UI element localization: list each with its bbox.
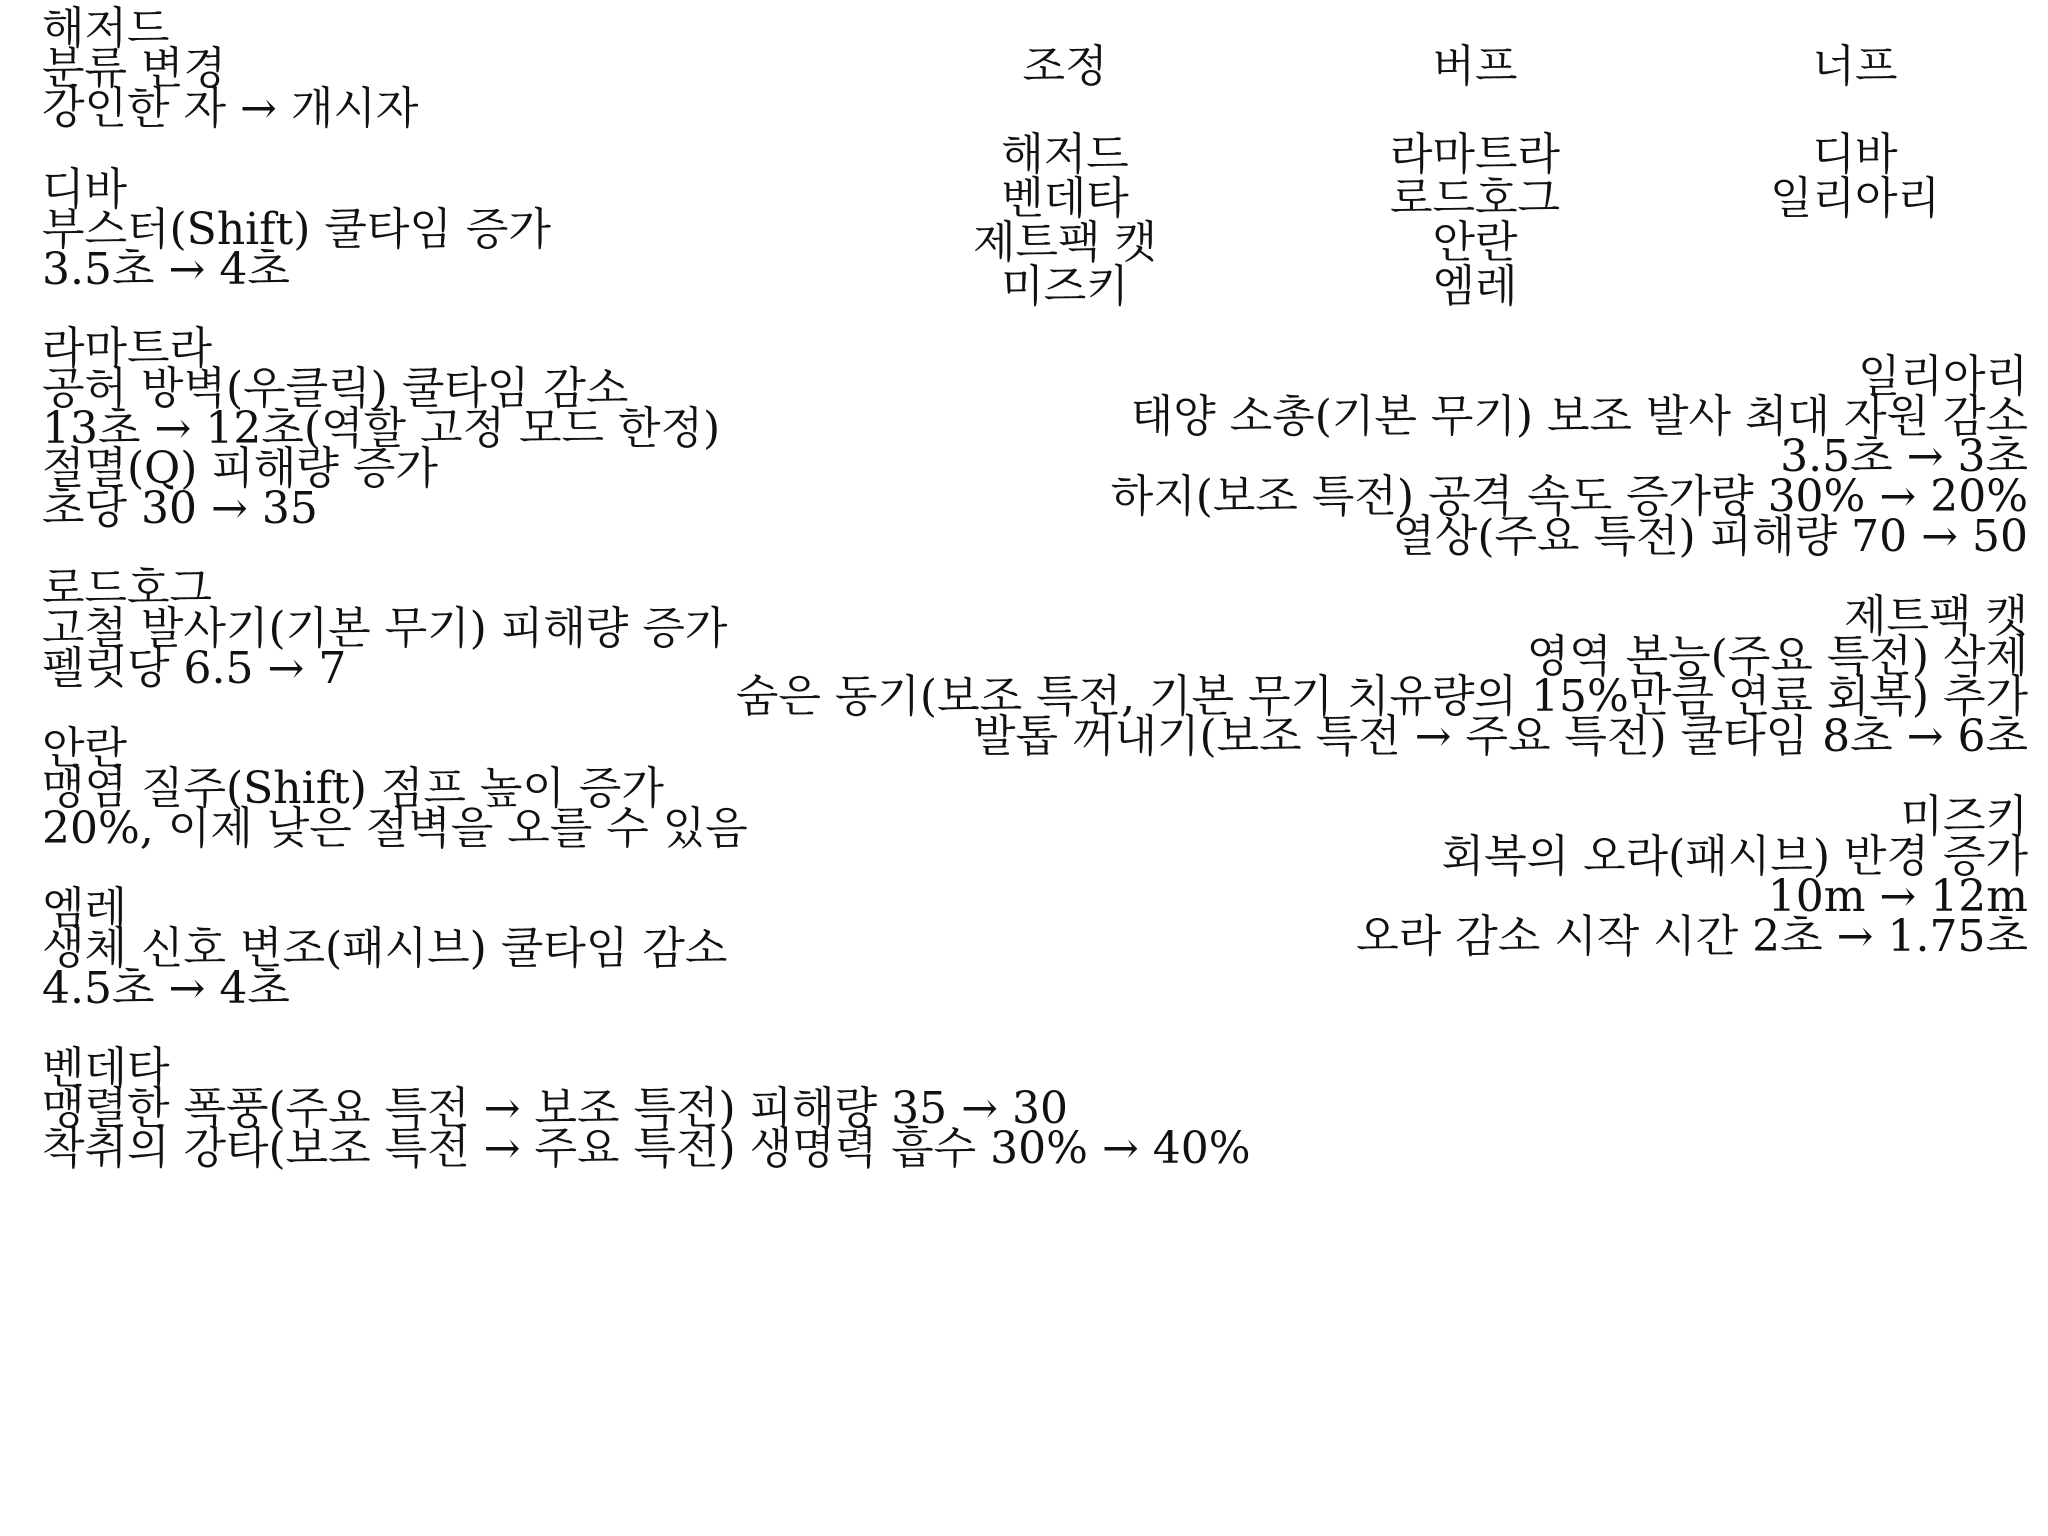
note-line: 맹염 질주(Shift) 점프 높이 증가	[42, 763, 664, 814]
summary-item: 안란	[1432, 217, 1518, 268]
note-line: 태양 소총(기본 무기) 보조 발사 최대 자원 감소	[1130, 391, 2028, 442]
note-line: 회복의 오라(패시브) 반경 증가	[1441, 831, 2028, 882]
summary-item: 일리아리	[1769, 173, 1941, 224]
hero-name-dva: 디바	[42, 164, 128, 215]
hero-name-jetpack-cat: 제트팩 캣	[1843, 591, 2028, 642]
note-line: 오라 감소 시작 시간 2초 → 1.75초	[1356, 911, 2028, 962]
note-line: 고철 발사기(기본 무기) 피해량 증가	[42, 603, 728, 654]
note-line: 열상(주요 특전) 피해량 70 → 50	[1392, 511, 2028, 562]
note-line: 초당 30 → 35	[42, 483, 318, 534]
note-line: 13초 → 12초(역할 고정 모드 한정)	[42, 403, 721, 454]
note-line: 영역 본능(주요 특전) 삭제	[1526, 631, 2028, 682]
hero-name-vendetta: 벤데타	[42, 1043, 170, 1094]
hero-name-illari: 일리아리	[1857, 351, 2028, 402]
note-line: 20%, 이제 낮은 절벽을 오를 수 있음	[42, 803, 748, 854]
summary-item: 벤데타	[1001, 173, 1129, 224]
note-line: 4.5초 → 4초	[42, 963, 290, 1014]
summary-item: 엠레	[1432, 261, 1518, 312]
note-line: 강인한 자 → 개시자	[42, 83, 419, 134]
note-line: 착취의 강타(보조 특전 → 주요 특전) 생명력 흡수 30% → 40%	[42, 1123, 1251, 1174]
note-line: 발톱 꺼내기(보조 특전 → 주요 특전) 쿨타임 8초 → 6초	[972, 711, 2028, 762]
summary-item: 라마트라	[1389, 129, 1561, 180]
note-line: 생체 신호 변조(패시브) 쿨타임 감소	[42, 923, 728, 974]
summary-item: 해저드	[1001, 129, 1129, 180]
hero-name-roadhog: 로드호그	[42, 563, 213, 614]
hero-name-ashe: 안란	[42, 723, 128, 774]
summary-item: 제트팩 캣	[972, 217, 1158, 268]
note-line: 분류 변경	[42, 43, 227, 94]
column-header-nerf: 너프	[1812, 41, 1898, 92]
note-line: 부스터(Shift) 쿨타임 증가	[42, 204, 551, 255]
column-header-buff: 버프	[1432, 41, 1518, 92]
note-line: 맹렬한 폭풍(주요 특전 → 보조 특전) 피해량 35 → 30	[42, 1083, 1068, 1134]
note-line: 10m → 12m	[1767, 871, 2028, 922]
summary-item: 로드호그	[1389, 173, 1561, 224]
column-header-adjust: 조정	[1022, 41, 1108, 92]
hero-name-ramattra: 라마트라	[42, 323, 213, 374]
note-line: 숨은 동기(보조 특전, 기본 무기 치유량의 15%만큼 연료 회복) 추가	[735, 671, 2028, 722]
note-line: 하지(보조 특전) 공격 속도 증가량 30% → 20%	[1110, 471, 2028, 522]
hero-name-mizuki: 미즈키	[1900, 791, 2028, 842]
hero-name-hazard: 해저드	[42, 3, 170, 54]
note-line: 공허 방벽(우클릭) 쿨타임 감소	[42, 363, 629, 414]
note-line: 펠릿당 6.5 → 7	[42, 643, 347, 694]
note-line: 3.5초 → 4초	[42, 244, 290, 295]
note-line: 3.5초 → 3초	[1780, 431, 2028, 482]
note-line: 절멸(Q) 피해량 증가	[42, 443, 438, 494]
hero-name-mercy: 엠레	[42, 883, 128, 934]
summary-item: 디바	[1812, 129, 1898, 180]
summary-item: 미즈키	[1001, 261, 1129, 312]
